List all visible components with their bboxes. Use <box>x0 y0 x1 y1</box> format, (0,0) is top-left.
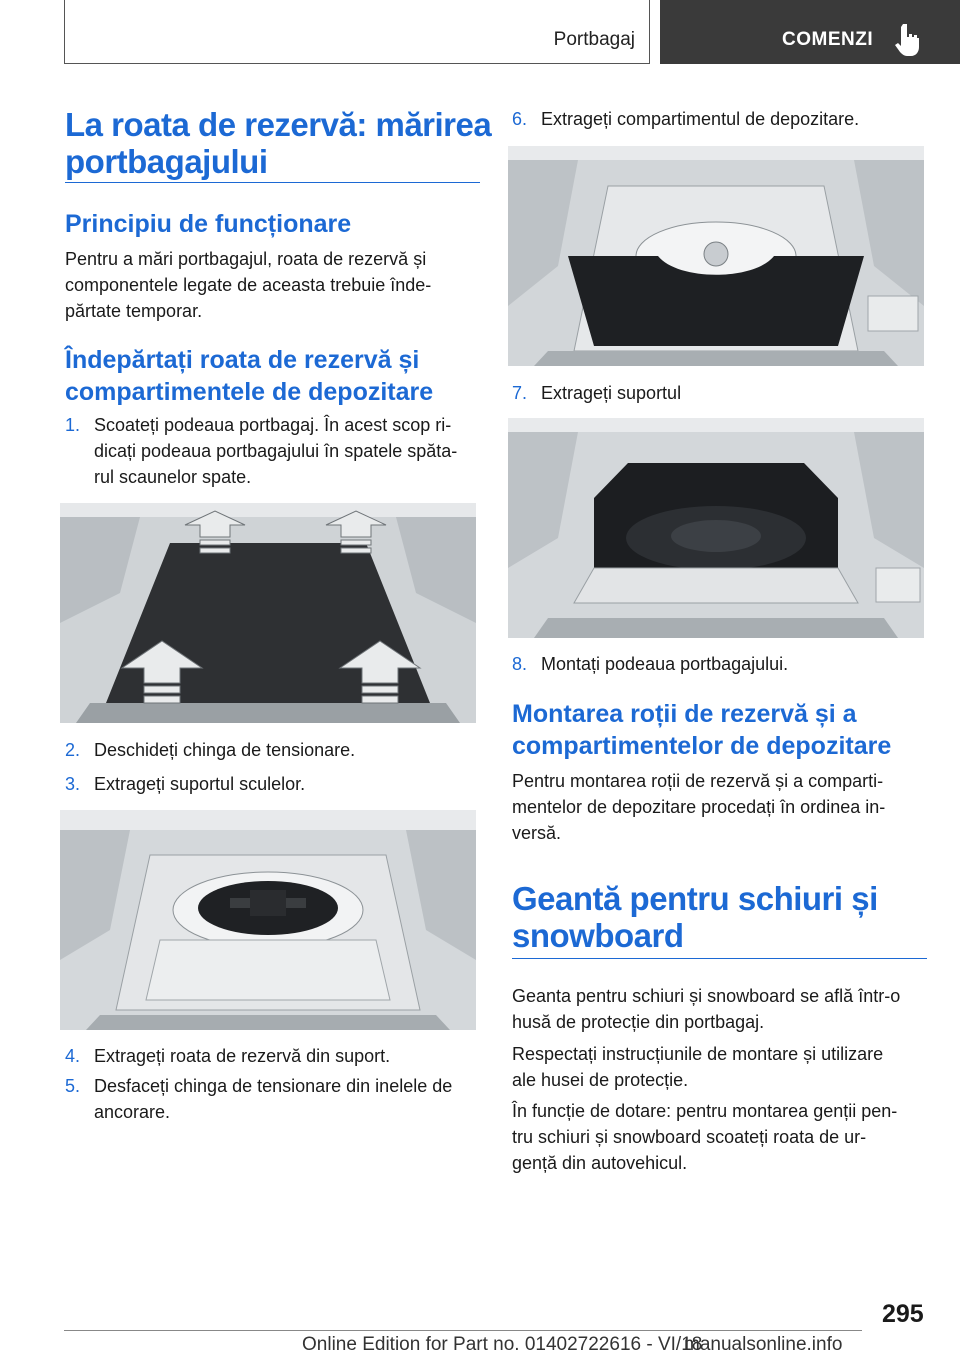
subheading-remove-line2: compartimentele de depozitare <box>65 378 434 406</box>
step-7 <box>512 380 927 406</box>
step-number: 5. <box>65 1076 81 1096</box>
step-number: 2. <box>65 740 81 760</box>
step-number: 4. <box>65 1046 81 1066</box>
ski-bag-p3-line1: În funcție de dotare: pentru montarea genții pen‐ <box>512 1101 898 1121</box>
step-8 <box>512 651 927 677</box>
pointing-hand-icon <box>894 22 922 56</box>
step-text: Deschideți chinga de tensionare. <box>94 740 356 760</box>
subheading-mount-line1: Montarea roții de rezervă și a <box>512 700 857 728</box>
footer-watermark[interactable]: manualsonline.info <box>684 1334 843 1355</box>
step-text: Extrageți suportul <box>541 383 682 403</box>
step-text: Extrageți compartimentul de depozitare. <box>541 109 860 129</box>
step-number: 8. <box>512 654 528 674</box>
step-text: Desfaceți chinga de tensionare din inelele de <box>94 1076 453 1096</box>
ski-bag-title-line1: Geantă pentru schiuri și <box>512 880 878 917</box>
step-text: rul scaunelor spate. <box>94 467 252 487</box>
step-text: Scoateți podeaua portbagaj. În acest scop ri‐ <box>94 415 452 435</box>
header-chapter-box <box>660 0 960 64</box>
step-number: 3. <box>65 774 81 794</box>
ski-bag-p3-line3: gență din autovehicul. <box>512 1153 688 1173</box>
step-1 <box>65 412 480 492</box>
step-text: Extrageți roata de rezervă din suport. <box>94 1046 391 1066</box>
support-tray-illustration <box>508 418 924 638</box>
header-section-label: Portbagaj <box>553 29 635 50</box>
subheading-mount-line2: compartimentelor de depozitare <box>512 732 892 760</box>
step-text: Montați podeaua portbagajului. <box>541 654 789 674</box>
step-text: Extrageți suportul sculelor. <box>94 774 306 794</box>
step-4 <box>65 1043 480 1069</box>
step-number: 1. <box>65 415 81 435</box>
ski-bag-p3-line2: tru schiuri și snowboard scoateți roata de ur‐ <box>512 1127 867 1147</box>
header-chapter-title: COMENZI <box>782 29 874 50</box>
header-section-box <box>64 0 650 64</box>
step-5 <box>65 1073 480 1125</box>
ski-bag-p2-line2: ale husei de protecție. <box>512 1070 689 1090</box>
mount-line2: mentelor de depozitare procedați în ordinea in‐ <box>512 797 886 817</box>
ski-bag-p1-line2: husă de protecție din portbagaj. <box>512 1012 765 1032</box>
subheading-remove-line1: Îndepărtați roata de rezervă și <box>65 346 420 374</box>
section-title-line1: La roata de rezervă: mărirea <box>65 106 492 143</box>
storage-compartment-illustration <box>508 146 924 366</box>
step-2 <box>65 737 480 763</box>
step-3 <box>65 771 480 797</box>
trunk-floor-illustration <box>60 503 476 723</box>
footer-rule <box>64 1330 862 1331</box>
page-number: 295 <box>882 1300 924 1328</box>
principle-line2: componentele legate de aceasta trebuie înde‐ <box>65 275 432 295</box>
section-title-line2: portbagajului <box>65 143 268 180</box>
subheading-principle: Principiu de funcționare <box>65 210 352 238</box>
step-number: 7. <box>512 383 528 403</box>
ski-bag-p1-line1: Geanta pentru schiuri și snowboard se află într-o <box>512 986 901 1006</box>
ski-bag-p2-line1: Respectați instrucțiunile de montare și utilizare <box>512 1044 884 1064</box>
mount-line3: versă. <box>512 823 562 843</box>
step-6 <box>512 106 927 132</box>
section-title-rule <box>65 182 480 183</box>
step-text: dicați podeaua portbagajului în spatele spăta‐ <box>94 441 458 461</box>
mount-line1: Pentru montarea roții de rezervă și a comparti‐ <box>512 771 884 791</box>
footer-edition: Online Edition for Part no. 01402722616 - VI/18 <box>302 1334 703 1355</box>
spare-wheel-well-illustration <box>60 810 476 1030</box>
principle-line3: părtate temporar. <box>65 301 203 321</box>
principle-line1: Pentru a mări portbagajul, roata de rezervă și <box>65 249 427 269</box>
step-text: ancorare. <box>94 1102 171 1122</box>
step-number: 6. <box>512 109 528 129</box>
ski-bag-title-line2: snowboard <box>512 917 684 954</box>
ski-bag-title-rule <box>512 958 927 959</box>
